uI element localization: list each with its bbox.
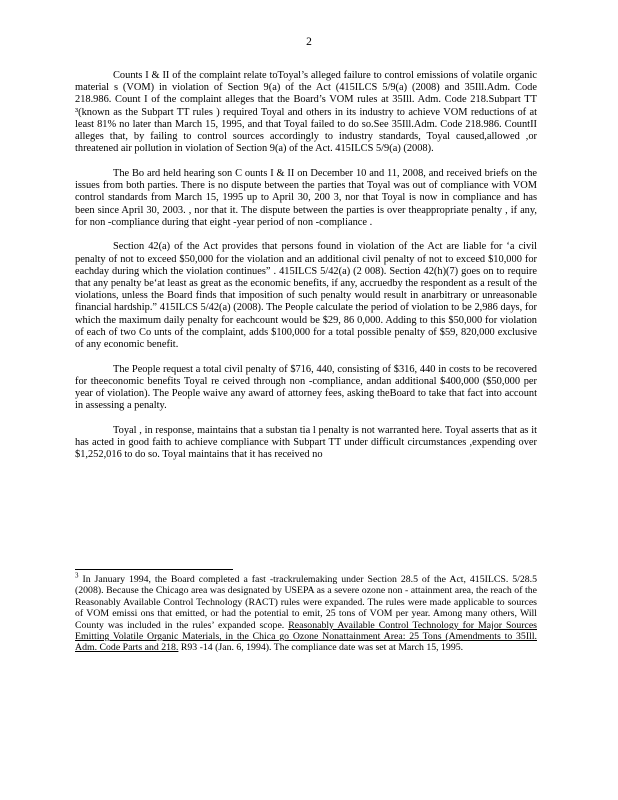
footnote-divider [75,569,233,570]
footnote-citation-title: Reasonably Available Control Technology for Major Sources Emitting Volatile Organic Materials, in the Chica go Ozone Nonattainment Area: 25 Tons (Amendments to 35Ill. Adm. Code Parts and 218. [75,619,537,654]
paragraph-hearing: The Bo ard held hearing son C ounts I & II on December 10 and 11, 2008, and received briefs on the issues from both parties. There is no dispute between the parties that Toyal was out of compliance with VOM control standards from March 15, 1995 up to April 30, 200 3, nor that Toyal is now in compliance and has been since April 30, 2003. , nor that it. The dispute between the parties is over theappropriate penalty , if any, for non -compliance during that eight -year period of non -compliance . [75,167,537,228]
page-number: 2 [306,36,312,48]
footnote-text: In January 1994, the Board completed a fast -trackrulemaking under Section 28.5 of the Act, 415ILCS. 5/28.5 (2008). Because the Chicago area was designated by USEPA as a severe ozone non - attainment area, the reach of the Reasonably Available Control Technology (RACT) rules were expanded. The rules were made applicable to sources of VOM emissi ons that emitted, or had the potential to emit, 25 tons of VOM per year. Among many others, Will County was included in the rules’ expanded scope. [75,574,537,631]
document-body [75,70,537,474]
paragraph-counts-overview: Counts I & II of the complaint relate toToyal’s alleged failure to control emissions of volatile organic material s (VOM) in violation of Section 9(a) of the Act (415ILCS 5/9(a) (2008) and 35Ill.Adm. Code 218.986. Count I of the complaint alleges that the Board’s VOM rules at 35Ill. Adm. Code 218.Subpart TT ³(known as the Subpart TT rules ) required Toyal and others in its industry to achieve VOM reductions of at least 81% no later than March 15, 1995, and that Toyal failed to do so.See 35Ill.Adm. Code 218.986. CountII alleges that, by failing to control sources accordingly to industry standards, Toyal caused,allowed ,or threatened air pollution in violation of Section 9(a) of the Act. 415ILCS 5/9(a) (2008). [75,70,537,155]
paragraph-toyal-response: Toyal , in response, maintains that a substan tia l penalty is not warranted here. Toyal asserts that as it has acted in good faith to achieve compliance with Subpart TT under difficult circumstances ,expending over $1,252,016 to do so. Toyal maintains that it has received no [75,425,537,461]
paragraph-people-request: The People request a total civil penalty of $716, 440, consisting of $316, 440 in costs to be recovered for theeconomic benefits Toyal re ceived through non -compliance, andan additional $400,000 ($50,000 per year of violation). The People waive any award of attorney fees, asking theBoard to take that fact into account in assessing a penalty. [75,363,537,412]
footnote-marker: 3 [75,571,79,580]
paragraph-section-42: Section 42(a) of the Act provides that persons found in violation of the Act are liable for ‘a civil penalty of not to exceed $50,000 for the violation and an additional civil penalty of not to exceed $10,000 for eachday during which the violation continues” . 415ILCS 5/42(a) (2 008). Section 42(h)(7) goes on to require that any penalty be‘at least as great as the economic benefits, if any, accruedby the respondent as a result of the violations, unless the Board finds that imposition of such penalty would result in anarbitrary or unreasonable financial hardship.” 415ILCS 5/42(a) (2008). The People calculate the period of violation to be 2,986 days, for which the maximum daily penalty for eachcount would be $29, 86 0,000. Adding to this $50,000 for violation of each of two Co unts of the complaint, adds $100,000 for a total possible penalty of $59, 820,000 exclusive of any economic benefit. [75,241,537,351]
footnote-text-end: R93 -14 (Jan. 6, 1994). The compliance date was set at March 15, 1995. [178,642,464,654]
footnote [75,571,537,654]
